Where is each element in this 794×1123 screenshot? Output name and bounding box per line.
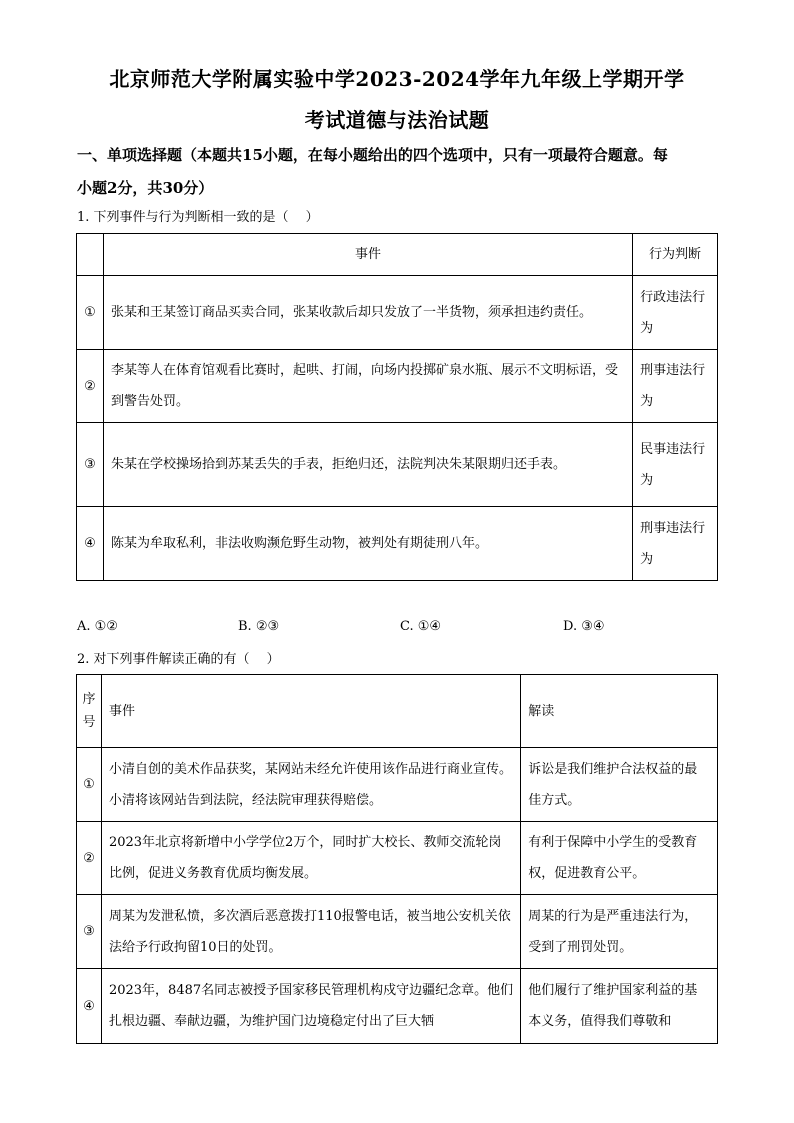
header-num: 序号	[77, 675, 102, 748]
event-cell: 周某为发泄私愤，多次酒后恶意拨打110报警电话，被当地公安机关依法给予行政拘留10日的处罚。	[101, 895, 520, 969]
option-a: A. ①②	[77, 619, 118, 634]
table-row	[77, 969, 718, 1044]
question-2-stem: 2. 对下列事件解读正确的有（ ）	[77, 652, 280, 667]
header-num-cell	[77, 234, 104, 276]
option-c: C. ①④	[400, 619, 442, 634]
table-row	[77, 350, 718, 423]
event-cell: 2023年北京将新增中小学学位2万个，同时扩大校长、教师交流轮岗比例，促进义务教育优质均衡发展。	[101, 822, 520, 895]
interpretation-cell: 周某的行为是严重违法行为，受到了刑罚处罚。	[521, 895, 718, 969]
option-d: D. ③④	[563, 619, 605, 634]
event-cell: 2023年，8487名同志被授予国家移民管理机构戍守边疆纪念章。他们扎根边疆、奉献边疆，为维护国门边境稳定付出了巨大牺	[101, 969, 520, 1044]
header-judgment: 行为判断	[633, 234, 718, 276]
interpretation-cell: 诉讼是我们维护合法权益的最佳方式。	[521, 748, 718, 822]
row-number: ②	[77, 822, 102, 895]
document-title-line-1: 北京师范大学附属实验中学2023-2024学年九年级上学期开学	[109, 67, 685, 91]
table-row	[77, 748, 718, 822]
table-row	[77, 895, 718, 969]
header-interpretation: 解读	[521, 675, 718, 748]
table-header-row	[77, 234, 718, 276]
interpretation-cell: 有利于保障中小学生的受教育权，促进教育公平。	[521, 822, 718, 895]
judgment-cell: 行政违法行为	[633, 276, 718, 350]
question-2-table	[76, 674, 718, 1044]
event-cell: 张某和王某签订商品买卖合同，张某收款后却只发放了一半货物，须承担违约责任。	[103, 276, 632, 350]
row-number: ③	[77, 423, 104, 507]
table-header-row	[77, 675, 718, 748]
judgment-cell: 民事违法行为	[633, 423, 718, 507]
row-number: ①	[77, 276, 104, 350]
table-row	[77, 276, 718, 350]
table-row	[77, 822, 718, 895]
row-number: ④	[77, 969, 102, 1044]
question-1-table	[76, 233, 718, 581]
judgment-cell: 刑事违法行为	[633, 507, 718, 581]
event-cell: 李某等人在体育馆观看比赛时，起哄、打闹，向场内投掷矿泉水瓶、展示不文明标语，受到警告处罚。	[103, 350, 632, 423]
section-heading-line-2: 小题2分，共30分）	[77, 179, 214, 197]
table-row	[77, 507, 718, 581]
interpretation-cell: 他们履行了维护国家利益的基本义务，值得我们尊敬和	[521, 969, 718, 1044]
header-event: 事件	[101, 675, 520, 748]
row-number: ①	[77, 748, 102, 822]
question-1-stem: 1. 下列事件与行为判断相一致的是（ ）	[77, 210, 319, 225]
event-cell: 小清自创的美术作品获奖，某网站未经允许使用该作品进行商业宣传。小清将该网站告到法院，经法院审理获得赔偿。	[101, 748, 520, 822]
row-number: ④	[77, 507, 104, 581]
event-cell: 朱某在学校操场拾到苏某丢失的手表，拒绝归还，法院判决朱某限期归还手表。	[103, 423, 632, 507]
header-event: 事件	[103, 234, 632, 276]
row-number: ②	[77, 350, 104, 423]
table-row	[77, 423, 718, 507]
question-1-options	[77, 619, 727, 639]
section-heading-line-1: 一、单项选择题（本题共15小题，在每小题给出的四个选项中，只有一项最符合题意。每	[77, 146, 668, 164]
document-title-line-2: 考试道德与法治试题	[304, 108, 490, 132]
row-number: ③	[77, 895, 102, 969]
option-b: B. ②③	[238, 619, 280, 634]
event-cell: 陈某为牟取私利，非法收购濒危野生动物，被判处有期徒刑八年。	[103, 507, 632, 581]
judgment-cell: 刑事违法行为	[633, 350, 718, 423]
